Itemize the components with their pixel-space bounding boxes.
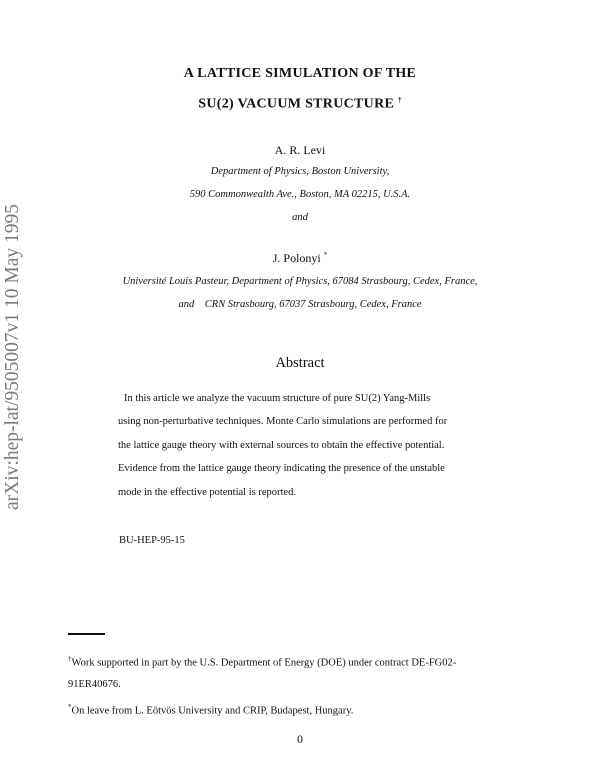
footnote-1-continued: 91ER40676. xyxy=(68,679,121,690)
abstract-line-3: the lattice gauge theory with external sources to obtain the effective potential. xyxy=(118,440,445,451)
arxiv-sidebar-stamp: arXiv:hep-lat/9505007v1 10 May 1995 xyxy=(2,204,23,511)
footnote-2 xyxy=(68,703,538,717)
author-1-affiliation-line-2: 590 Commonwealth Ave., Boston, MA 02215, U.S.A. xyxy=(189,189,411,200)
report-number: BU-HEP-95-15 xyxy=(119,535,185,546)
footnote-1-mark: † xyxy=(68,655,72,663)
author-2-name xyxy=(0,251,600,266)
footnote-2-mark: * xyxy=(68,703,72,711)
authors-conjunction: and xyxy=(292,212,308,223)
footnote-rule xyxy=(68,633,105,635)
title-line-2 xyxy=(0,96,600,113)
footnote-1 xyxy=(68,655,538,669)
abstract-line-2: using non-perturbative techniques. Monte Carlo simulations are performed for xyxy=(118,416,448,427)
footnote-2-line-1: On leave from L. Eötvös University and CRIP, Budapest, Hungary. xyxy=(71,705,354,717)
title-line-1: A LATTICE SIMULATION OF THE xyxy=(183,66,417,81)
abstract-heading: Abstract xyxy=(275,355,325,371)
author-2-name-text: J. Polonyi xyxy=(272,251,321,265)
author-1-name: A. R. Levi xyxy=(274,143,326,157)
abstract-line-1: In this article we analyze the vacuum structure of pure SU(2) Yang-Mills xyxy=(124,393,431,404)
abstract-line-5: mode in the effective potential is reported. xyxy=(118,487,296,498)
page-number: 0 xyxy=(297,732,303,746)
author-2-affiliation-line-2: and CRN Strasbourg, 67037 Strasbourg, Cedex, France xyxy=(178,299,422,310)
author-2-mark: * xyxy=(323,251,328,259)
abstract-line-4: Evidence from the lattice gauge theory indicating the presence of the unstable xyxy=(118,463,445,474)
author-1-affiliation-line-1: Department of Physics, Boston University, xyxy=(210,166,390,177)
footnote-1-line-1: Work supported in part by the U.S. Department of Energy (DOE) under contract DE-FG02- xyxy=(71,657,457,669)
title-dagger-mark: † xyxy=(397,96,402,104)
author-2-affiliation-line-1: Université Louis Pasteur, Department of Physics, 67084 Strasbourg, Cedex, France, xyxy=(122,276,478,287)
title-line-2-text: SU(2) VACUUM STRUCTURE xyxy=(198,96,395,112)
